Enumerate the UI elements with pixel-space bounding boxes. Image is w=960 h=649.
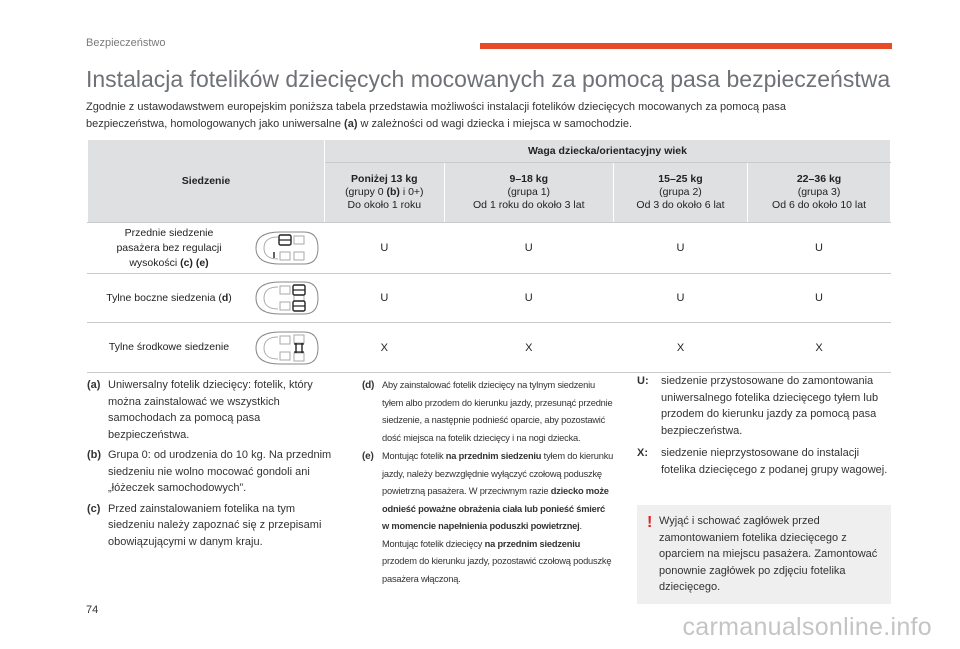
rear-side-seats-icon	[250, 278, 322, 318]
note-b	[87, 447, 332, 497]
note-e	[362, 448, 614, 588]
table-cell: U	[325, 274, 445, 323]
note-text: Aby zainstalować fotelik dziecięcy na tylnym siedzeniu tyłem albo przodem do kierunku jazdy, przesunąć przednie siedzenie, a następnie podnieść oparcie, aby pozostawić dość miejsca na fotelik dziecięcy i na nogi dziecka.	[382, 380, 613, 443]
row-label-line: Tylne środkowe siedzenie	[108, 341, 230, 353]
table-cell: X	[444, 323, 613, 373]
table-cell: U	[613, 223, 747, 274]
warning-exclamation-icon: !	[647, 514, 653, 531]
row-label-line: wysokości	[129, 256, 181, 269]
note-text-part: przodem do kierunku jazdy, pozostawić czołową poduszkę pasażera włączoną.	[382, 556, 612, 584]
warning-text: Wyjąć i schować zagłówek przed zamontowaniem fotelika dziecięcego z oparciem na miejscu pasażera. Zamontować ponownie zagłówek po zdjęciu fotelika dziecięcego.	[659, 515, 878, 593]
row-label-ref: (c) (e)	[180, 256, 209, 269]
group-label: (grupa 3)	[797, 186, 841, 198]
group-kg: Poniżej 13 kg	[351, 173, 418, 185]
note-text: Grupa 0: od urodzenia do 10 kg. Na przednim siedzeniu nie wolno mocować gondoli ani „łóżeczek samochodowych”.	[108, 449, 332, 494]
intro-paragraph	[86, 99, 886, 133]
table-cell: U	[613, 274, 747, 323]
note-key: (d)	[362, 380, 375, 391]
note-text: Przed zainstalowaniem fotelika na tym siedzeniu należy zapoznać się z przepisami obowiązującymi w danym kraju.	[108, 502, 322, 548]
group-ref: (b)	[386, 186, 400, 198]
group-header-1	[444, 163, 613, 223]
group-label: (grupa 2)	[659, 186, 702, 198]
note-text-emphasis: na przednim siedzeniu	[445, 451, 542, 461]
table-cell: U	[325, 223, 445, 274]
row-label-line: )	[228, 291, 232, 304]
watermark: carmanualsonline.info	[682, 613, 932, 641]
table-row	[88, 323, 891, 373]
legend-key: U:	[637, 375, 649, 387]
notes-left	[87, 377, 332, 554]
legend-x	[637, 445, 889, 478]
group-label: (grupa 1)	[507, 186, 551, 198]
group-header-3	[748, 163, 891, 223]
note-text-part: . Montując fotelik dziecięcy	[382, 521, 582, 549]
table-row	[88, 223, 891, 274]
table-row	[88, 274, 891, 323]
table-cell: X	[613, 323, 747, 373]
section-accent-bar	[480, 43, 892, 49]
intro-line1: Zgodnie z ustawodawstwem europejskim poniższa tabela przedstawia możliwości instalacji fotelików dziecięcych mocowanych za pomocą pasa	[86, 101, 787, 113]
note-text-emphasis: na przednim siedzeniu	[484, 538, 581, 549]
note-text: Uniwersalny fotelik dziecięcy: fotelik, który można zainstalować we wszystkich samochodach za pomocą pasa bezpieczeństwa.	[108, 379, 313, 441]
row-label-ref: d	[221, 291, 229, 304]
row-label-line: Przednie siedzenie	[124, 226, 214, 239]
legend-text: siedzenie przystosowane do zamontowania uniwersalnego fotelika dziecięcego tyłem lub przodem do kierunku jazdy za pomocą pasa bezpieczeństwa.	[661, 375, 879, 437]
child-seat-table	[87, 139, 891, 373]
row-label-line: Tylne boczne siedzenia (	[106, 291, 222, 304]
page-number: 74	[86, 604, 99, 616]
note-key: (c)	[87, 502, 101, 515]
legend-key: X:	[637, 447, 648, 459]
note-text-part: tyłem do kierunku jazdy, należy bezwzględnie wyłączyć czołową poduszkę powietrzną pasażera. W przeciwnym razie	[382, 451, 614, 496]
group-age: Od 6 do około 10 lat	[772, 199, 867, 211]
note-key: (b)	[87, 449, 102, 461]
note-d	[362, 377, 614, 447]
row-label-rear-center	[88, 323, 325, 373]
page-title: Instalacja fotelików dziecięcych mocowanych za pomocą pasa bezpieczeństwa	[86, 66, 891, 92]
group-kg: 15–25 kg	[658, 173, 703, 185]
section-header: Bezpieczeństwo	[86, 37, 166, 49]
intro-line2-pre: bezpieczeństwa, homologowanych jako uniwersalne	[86, 118, 345, 130]
table-cell: U	[748, 274, 891, 323]
group-kg: 9–18 kg	[509, 173, 549, 185]
table-cell: U	[444, 223, 613, 274]
group-label	[325, 186, 444, 199]
table-cell: U	[444, 274, 613, 323]
front-passenger-seat-icon	[250, 228, 322, 268]
note-c	[87, 501, 332, 551]
intro-line2-post: w zależności od wagi dziecka i miejsca w samochodzie.	[357, 118, 633, 130]
note-text	[382, 448, 614, 588]
table-cell: X	[748, 323, 891, 373]
rear-center-seat-icon	[250, 328, 322, 368]
note-text-emphasis: dziecko może odnieść poważne obrażenia ciała lub ponieść śmierć w momencie napełnienia poduszki powietrznej	[382, 486, 609, 531]
legend-text: siedzenie nieprzystosowane do instalacji fotelika dziecięcego z podanej grupy wagowej.	[661, 447, 888, 476]
group-age: Od 1 roku do około 3 lat	[473, 199, 585, 211]
weight-column-header: Waga dziecka/orientacyjny wiek	[325, 140, 891, 163]
note-text-part: Montując fotelik	[382, 451, 446, 461]
note-a	[87, 377, 332, 443]
table-cell: X	[325, 323, 445, 373]
row-label-front-passenger	[88, 223, 325, 274]
intro-ref: (a)	[344, 118, 358, 130]
group-kg: 22–36 kg	[796, 173, 842, 185]
table-cell: U	[748, 223, 891, 274]
group-header-2	[613, 163, 747, 223]
group-label-pre: (grupy 0	[345, 186, 387, 198]
seat-column-header: Siedzenie	[88, 140, 325, 223]
note-key: (e)	[362, 451, 374, 462]
notes-middle	[362, 377, 614, 592]
legend-u	[637, 373, 889, 439]
group-header-0	[325, 163, 445, 223]
row-label-rear-side	[88, 274, 325, 323]
row-label-line: pasażera bez regulacji	[116, 241, 222, 254]
group-age: Do około 1 roku	[347, 199, 422, 211]
warning-box	[637, 505, 891, 604]
group-label-post: i 0+)	[399, 186, 424, 198]
note-key: (a)	[87, 379, 101, 391]
legend	[637, 373, 889, 482]
group-age: Od 3 do około 6 lat	[636, 199, 725, 211]
